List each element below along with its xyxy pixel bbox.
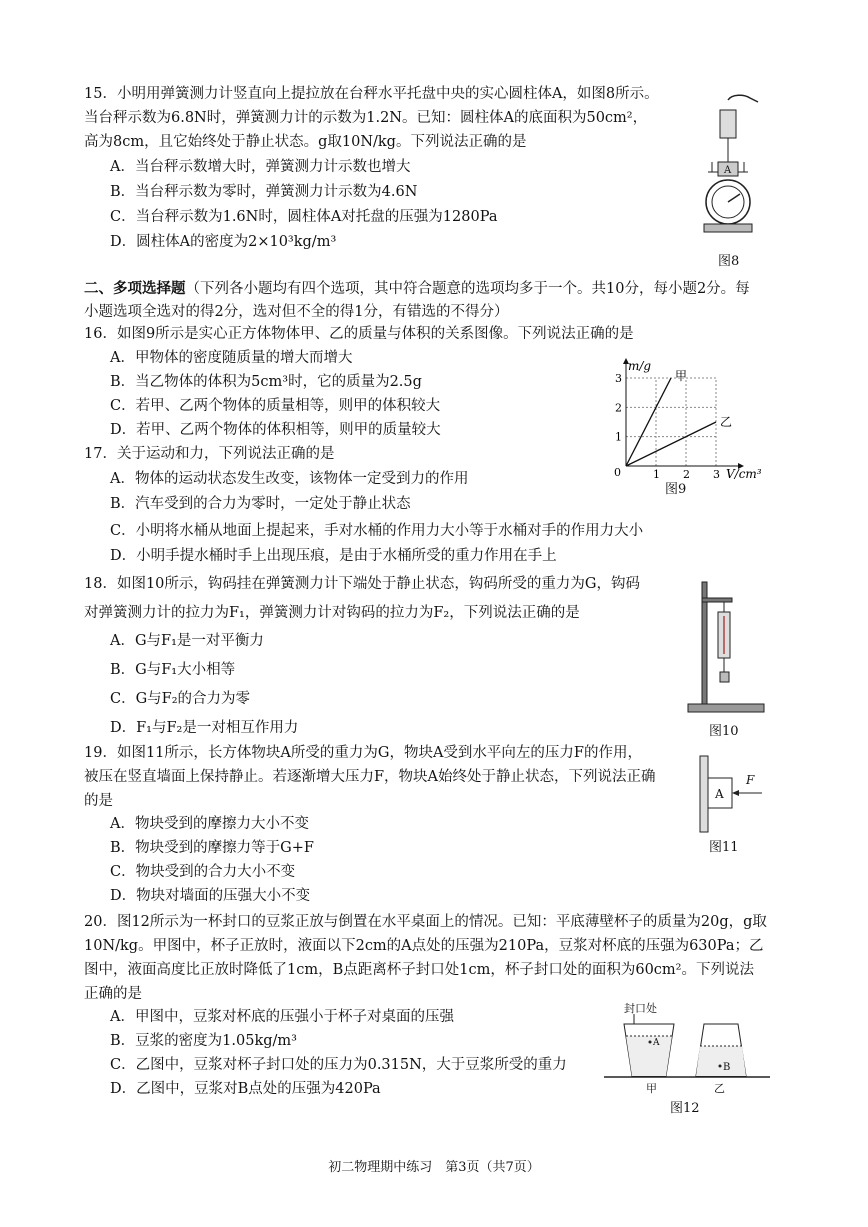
q16-option-d: D．若甲、乙两个物体的体积相等，则甲的质量较大: [110, 422, 441, 438]
fig11-label-f: F: [746, 773, 755, 787]
figure-12-cups: [604, 1000, 770, 1096]
q19-stem-line1: 19．如图11所示，长方体物块A所受的重力为G，物块A受到水平向左的压力F的作用，: [84, 745, 642, 761]
q18-stem-line1: 18．如图10所示，钩码挂在弹簧测力计下端处于静止状态，钩码所受的重力为G，钩码: [84, 576, 640, 592]
q20-option-c: C．乙图中，豆浆对杯子封口处的压力为0.315N，大于豆浆所受的重力: [110, 1057, 567, 1073]
q20-stem-line4: 正确的是: [84, 986, 142, 1002]
fig11-label-a: A: [715, 787, 724, 801]
series-label-jia: 甲: [675, 369, 688, 383]
y-tick-label: 1: [615, 430, 622, 444]
x-tick-label: 1: [653, 468, 660, 481]
q18-stem-line2: 对弹簧测力计的拉力为F₁，弹簧测力计对钩码的拉力为F₂，下列说法正确的是: [84, 605, 580, 621]
series-line-yi: [626, 422, 716, 466]
q20-option-d: D．乙图中，豆浆对B点处的压强为420Pa: [110, 1081, 381, 1097]
fig12-yi: 乙: [714, 1082, 725, 1095]
figure-10-stand: [686, 578, 768, 716]
q20-stem-line2: 10N/kg。甲图中，杯子正放时，液面以下2cm的A点处的压强为210Pa，豆浆对杯底的压强为630Pa；乙: [84, 938, 764, 954]
x-axis-label: V/cm³: [726, 467, 762, 481]
q16-option-c: C．若甲、乙两个物体的质量相等，则甲的体积较大: [110, 398, 441, 414]
q15-stem-line3: 高为8cm，且它始终处于静止状态。g取10N/kg。下列说法正确的是: [84, 134, 527, 150]
q17-option-d: D．小明手提水桶时手上出现压痕，是由于水桶所受的重力作用在手上: [110, 548, 557, 564]
fig12-point-b: B: [723, 1062, 731, 1073]
x-tick-label: 2: [683, 468, 690, 481]
section-desc-line2: 小题选项全选对的得2分，选对但不全的得1分，有错选的不得分）: [84, 304, 509, 320]
series-label-yi: 乙: [720, 415, 733, 429]
fig12-seal-label: 封口处: [624, 1002, 657, 1015]
q17-stem: 17．关于运动和力，下列说法正确的是: [84, 446, 335, 462]
q19-option-c: C．物块受到的合力大小不变: [110, 864, 296, 880]
q15-option-b: B．当台秤示数为零时，弹簧测力计示数为4.6N: [110, 184, 418, 200]
figure-8-scale: [696, 92, 776, 242]
q17-option-b: B．汽车受到的合力为零时，一定处于静止状态: [110, 496, 411, 512]
q16-stem: 16．如图9所示是实心正方体物体甲、乙的质量与体积的关系图像。下列说法正确的是: [84, 326, 634, 342]
fig9-caption: 图9: [665, 482, 687, 497]
q19-stem-line2: 被压在竖直墙面上保持静止。若逐渐增大压力F，物块A始终处于静止状态，下列说法正确: [84, 769, 656, 785]
figure-11-wall: [696, 752, 768, 832]
q15-option-a: A．当台秤示数增大时，弹簧测力计示数也增大: [110, 159, 411, 175]
q15-option-c: C．当台秤示数为1.6N时，圆柱体A对托盘的压强为1280Pa: [110, 209, 498, 225]
fig8-label-a: A: [724, 165, 732, 176]
section-desc-line1: [84, 279, 750, 299]
q20-option-a: A．甲图中，豆浆对杯底的压强小于杯子对桌面的压强: [110, 1009, 454, 1025]
q19-stem-line3: 的是: [84, 793, 113, 809]
q15-stem-line1: 15．小明用弹簧测力计竖直向上提拉放在台秤水平托盘中央的实心圆柱体A，如图8所示。: [84, 86, 659, 102]
q15-option-d: D．圆柱体A的密度为2×10³kg/m³: [110, 234, 337, 250]
figure-9-chart: [606, 350, 776, 481]
fig12-caption: 图12: [670, 1101, 700, 1116]
y-tick-label: 3: [615, 372, 622, 385]
q20-option-b: B．豆浆的密度为1.05kg/m³: [110, 1033, 297, 1049]
origin-label: 0: [614, 466, 621, 479]
q18-option-c: C．G与F₂的合力为零: [110, 691, 251, 707]
q20-stem-line3: 图中，液面高度比正放时降低了1cm，B点距离杯子封口处1cm，杯子封口处的面积为60cm²。下列说法: [84, 962, 754, 978]
section-desc1: （下列各小题均有四个选项，其中符合题意的选项均多于一个。共10分，每小题2分。每: [185, 281, 750, 297]
q17-option-a: A．物体的运动状态发生改变，该物体一定受到力的作用: [110, 471, 469, 487]
fig8-caption: 图8: [718, 254, 740, 269]
y-axis-label: m/g: [628, 359, 652, 373]
section-title: 二、多项选择题: [84, 281, 186, 297]
q18-option-a: A．G与F₁是一对平衡力: [110, 633, 264, 649]
x-tick-label: 3: [713, 468, 720, 481]
fig10-caption: 图10: [709, 724, 739, 739]
q16-option-a: A．甲物体的密度随质量的增大而增大: [110, 350, 353, 366]
fig12-point-a: A: [653, 1038, 660, 1048]
q20-stem-line1: 20．图12所示为一杯封口的豆浆正放与倒置在水平桌面上的情况。已知：平底薄壁杯子的质量为20g，g取: [84, 914, 767, 930]
page-footer: 初二物理期中练习 第3页（共7页）: [328, 1160, 540, 1175]
q19-option-a: A．物块受到的摩擦力大小不变: [110, 816, 309, 832]
q19-option-b: B．物块受到的摩擦力等于G+F: [110, 840, 314, 856]
q19-option-d: D．物块对墙面的压强大小不变: [110, 888, 311, 904]
y-tick-label: 2: [615, 401, 622, 415]
q16-option-b: B．当乙物体的体积为5cm³时，它的质量为2.5g: [110, 374, 422, 390]
q15-stem-line2: 当台秤示数为6.8N时，弹簧测力计的示数为1.2N。已知：圆柱体A的底面积为50cm²，: [84, 110, 648, 126]
q18-option-b: B．G与F₁大小相等: [110, 662, 236, 678]
q18-option-d: D．F₁与F₂是一对相互作用力: [110, 720, 299, 736]
series-line-jia: [626, 378, 671, 466]
fig11-caption: 图11: [709, 840, 739, 855]
fig12-jia: 甲: [646, 1082, 657, 1095]
q17-option-c: C．小明将水桶从地面上提起来，手对水桶的作用力大小等于水桶对手的作用力大小: [110, 523, 644, 539]
